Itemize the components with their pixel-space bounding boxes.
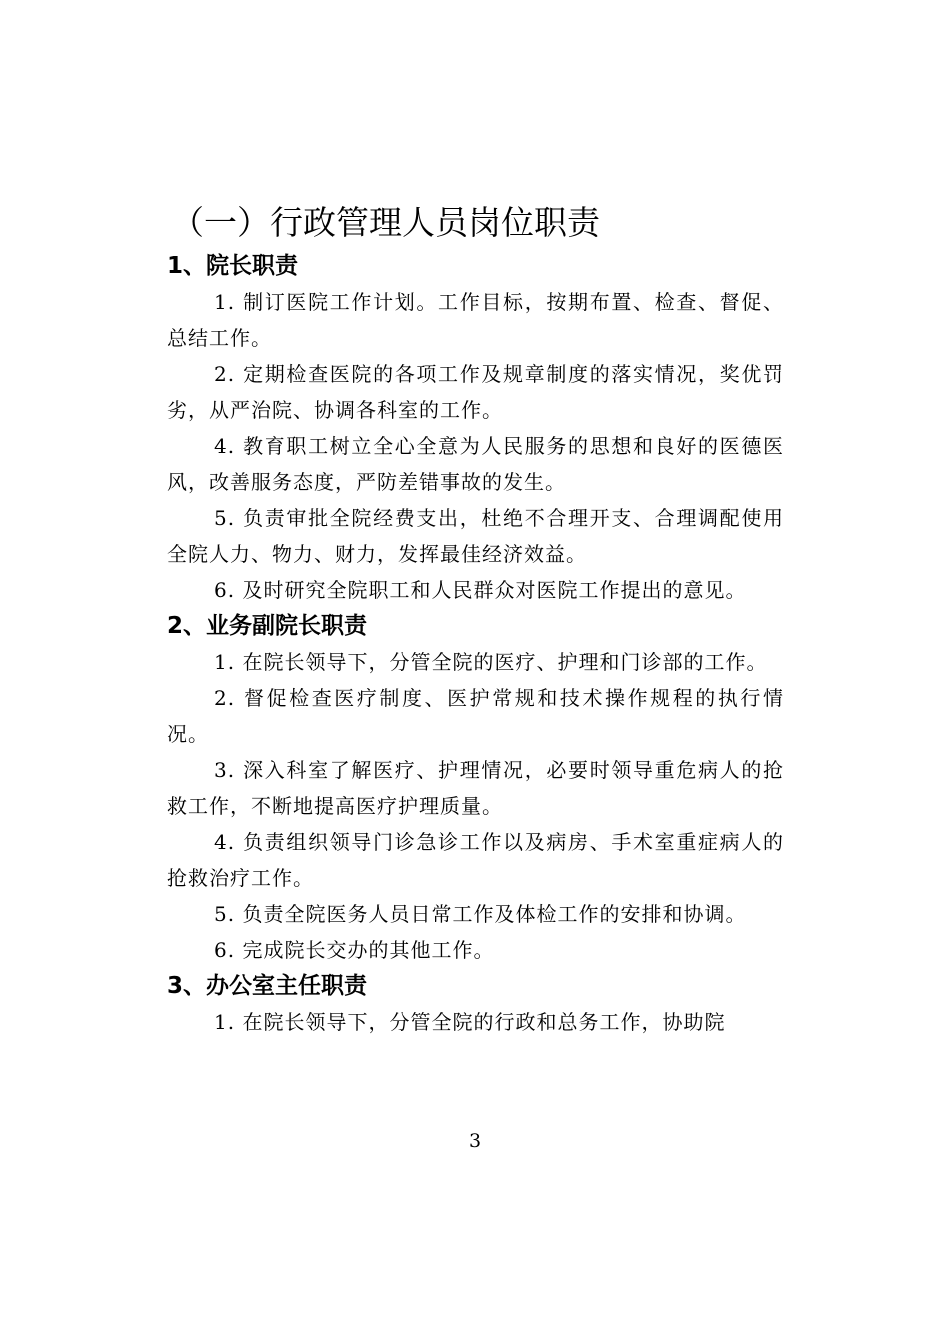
page-title: （一）行政管理人员岗位职责	[171, 203, 600, 242]
page-number: 3	[468, 1130, 482, 1152]
section-heading: 2、业务副院长职责	[167, 613, 368, 639]
duty-item: 4. 教育职工树立全心全意为人民服务的思想和良好的医德医风，改善服务态度，严防差错事故的发生。	[167, 434, 784, 494]
duty-item: 3. 深入科室了解医疗、护理情况，必要时领导重危病人的抢救工作，不断地提高医疗护理质量。	[167, 758, 784, 818]
duty-item: 2. 定期检查医院的各项工作及规章制度的落实情况，奖优罚劣，从严治院、协调各科室的工作。	[167, 362, 784, 422]
section-president-duties	[167, 248, 784, 608]
duty-item: 5. 负责全院医务人员日常工作及体检工作的安排和协调。	[214, 902, 747, 926]
duty-item: 1. 在院长领导下，分管全院的医疗、护理和门诊部的工作。	[214, 650, 768, 674]
document-body	[167, 198, 784, 1040]
duty-item: 2. 督促检查医疗制度、医护常规和技术操作规程的执行情况。	[167, 686, 784, 746]
section-vice-president-duties	[167, 608, 784, 968]
duty-item: 6. 完成院长交办的其他工作。	[214, 938, 495, 962]
section-heading: 1、院长职责	[167, 253, 299, 279]
section-heading: 3、办公室主任职责	[167, 973, 368, 999]
duty-item: 5. 负责审批全院经费支出，杜绝不合理开支、合理调配使用全院人力、物力、财力，发挥最佳经济效益。	[167, 506, 784, 566]
section-office-director-duties	[167, 968, 784, 1040]
duty-item: 6. 及时研究全院职工和人民群众对医院工作提出的意见。	[214, 578, 747, 602]
duty-item: 1. 制订医院工作计划。工作目标，按期布置、检查、督促、总结工作。	[167, 290, 784, 350]
duty-item: 4. 负责组织领导门诊急诊工作以及病房、手术室重症病人的抢救治疗工作。	[167, 830, 784, 890]
duty-item: 1. 在院长领导下，分管全院的行政和总务工作，协助院	[214, 1010, 726, 1034]
